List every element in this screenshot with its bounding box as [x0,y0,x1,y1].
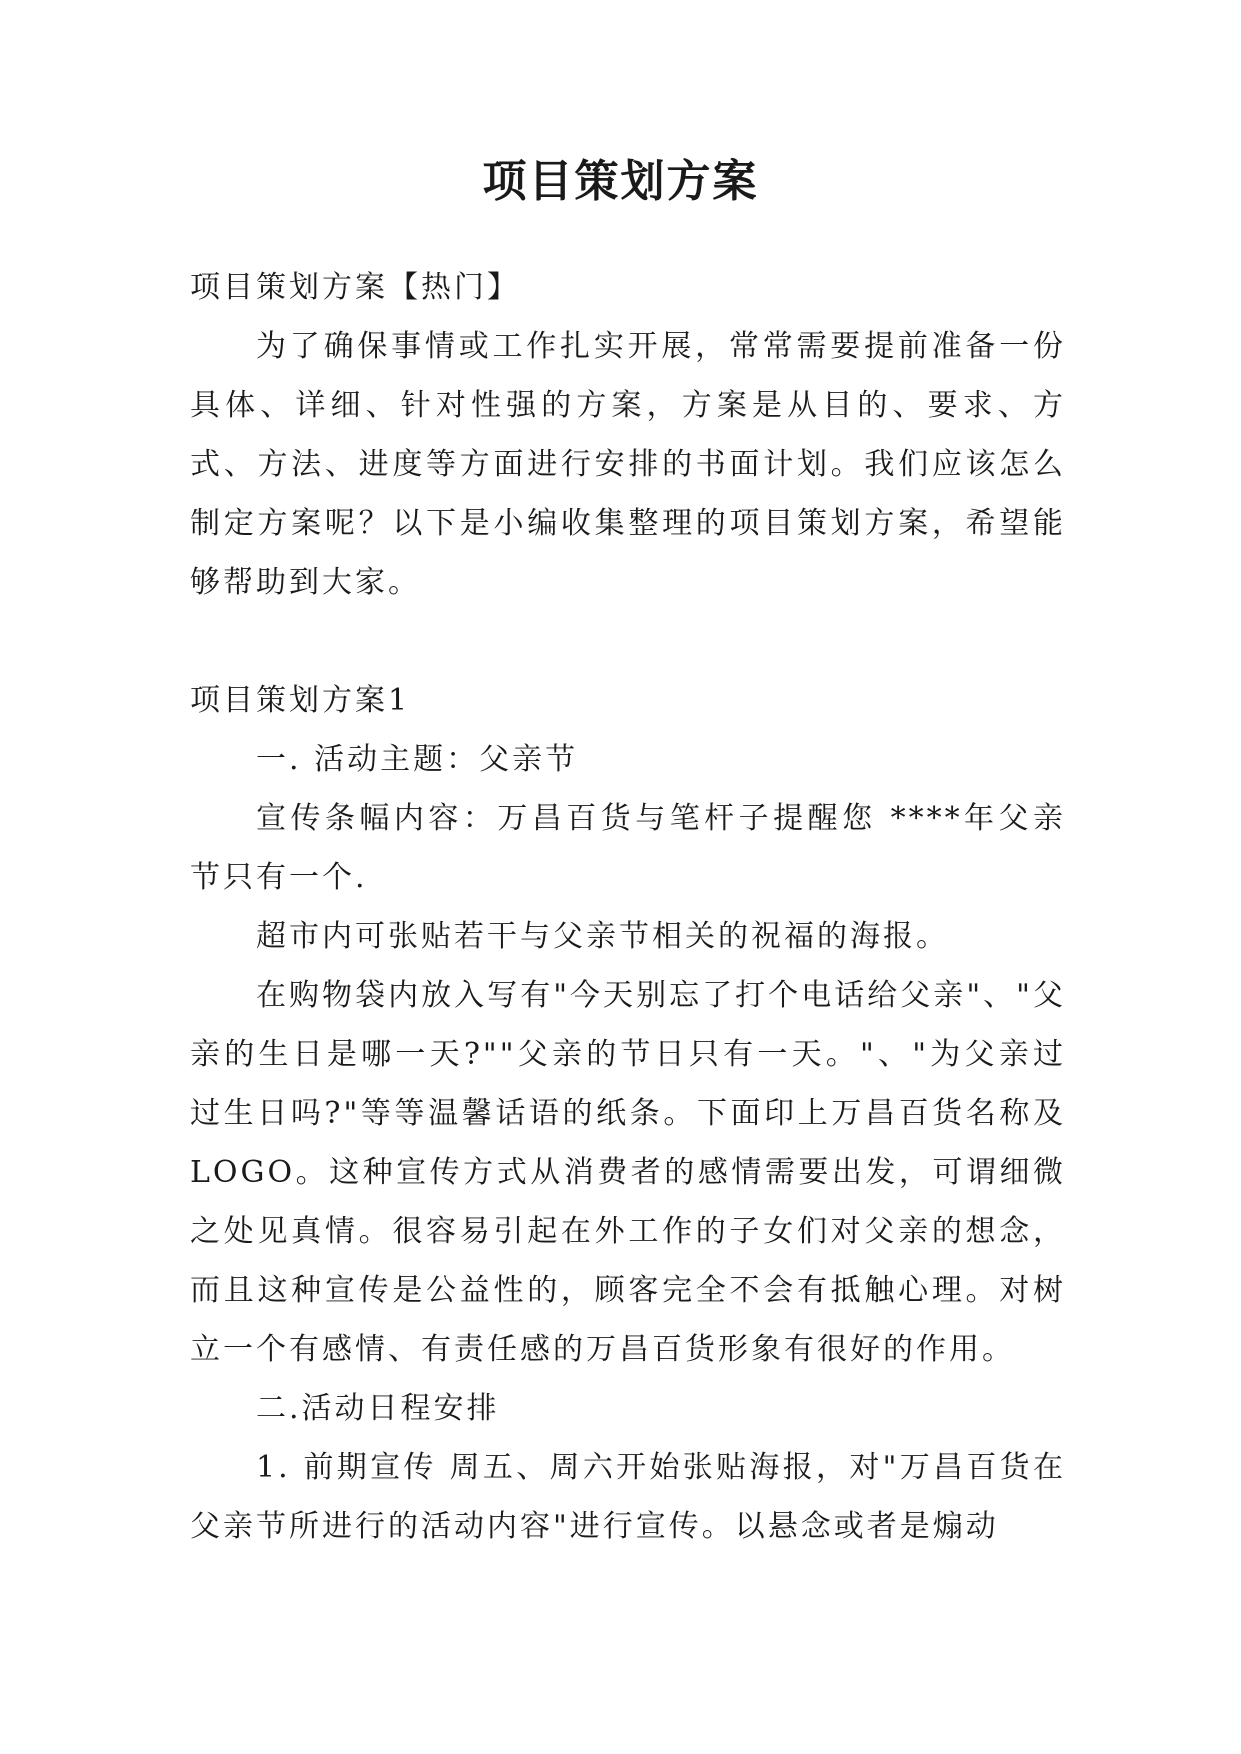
shopping-bag-paragraph: 在购物袋内放入写有"今天别忘了打个电话给父亲"、"父亲的生日是哪一天?""父亲的节日只有一天。"、"为父亲过过生日吗?"等等温馨话语的纸条。下面印上万昌百货名称及LOGO。这种宣传方式从消费者的感情需要出发，可谓细微之处见真情。很容易引起在外工作的子女们对父亲的想念，而且这种宣传是公益性的，顾客完全不会有抵触心理。对树立一个有感情、有责任感的万昌百货形象有很好的作用。 [190,978,1066,1367]
section-heading: 项目策划方案1 [190,683,411,718]
document-title: 项目策划方案 [482,156,759,207]
document-body [190,258,1066,1556]
activity-theme: 一. 活动主题：父亲节 [256,742,579,777]
section-spacer [190,612,1066,671]
intro-heading: 项目策划方案【热门】 [190,270,520,305]
banner-content: 宣传条幅内容：万昌百货与笔杆子提醒您 ****年父亲节只有一个. [190,801,1066,895]
poster-note: 超市内可张贴若干与父亲节相关的祝福的海报。 [256,919,949,954]
pre-promotion-paragraph: 1. 前期宣传 周五、周六开始张贴海报，对"万昌百货在父亲节所进行的活动内容"进行宣传。以悬念或者是煽动 [190,1450,1066,1544]
intro-paragraph: 为了确保事情或工作扎实开展，常常需要提前准备一份具体、详细、针对性强的方案，方案是从目的、要求、方式、方法、进度等方面进行安排的书面计划。我们应该怎么制定方案呢？以下是小编收集整理的项目策划方案，希望能够帮助到大家。 [190,329,1066,600]
schedule-heading: 二.活动日程安排 [256,1391,500,1426]
